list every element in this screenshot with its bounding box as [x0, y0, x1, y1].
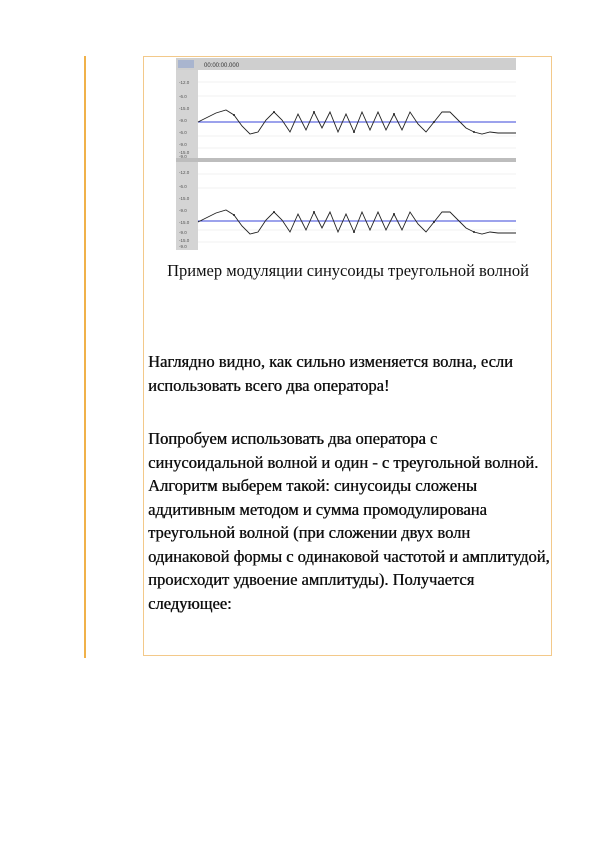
ch1-label: -15.0 — [179, 106, 190, 111]
paragraph: Наглядно видно, как сильно изменяется волна, если использовать всего два оператора! — [148, 352, 513, 395]
ch1-label: -9.0 — [179, 118, 187, 123]
ch2-label: -6.0 — [179, 184, 187, 189]
ch2-label: -9.0 — [179, 230, 187, 235]
toolbar-icon — [178, 60, 194, 68]
ch2-label: -9.0 — [179, 244, 187, 249]
margin-rule — [84, 56, 86, 658]
ch2-label: -15.0 — [179, 220, 190, 225]
ch1-label: -15.0 — [179, 150, 190, 155]
ch1-label: -6.0 — [179, 130, 187, 135]
waveform-figure — [176, 58, 516, 250]
ch1-label: -9.0 — [179, 142, 187, 147]
ch2-label: -9.0 — [179, 208, 187, 213]
paragraph: Попробуем использовать два оператора с синусоидальной волной и один - с треугольной волной. Алгоритм выберем такой: синусоиды сложены аддитивным методом и сумма промодулирована треугольной волной (при сложении двух волн одинаковой формы с одинаковой частотой и амплитудой, происходит удвоение амплитуды). Получается следующее: — [148, 429, 550, 613]
channel-2-area — [198, 162, 516, 250]
ch2-label: -12.0 — [179, 170, 190, 175]
ch1-label: -9.0 — [179, 154, 187, 159]
toolbar-time: 00:00:00.000 — [204, 63, 240, 69]
ch1-label: -12.0 — [179, 80, 190, 85]
channel-1-area — [198, 70, 516, 158]
ch1-label: -6.0 — [179, 94, 187, 99]
ch2-label: -15.0 — [179, 238, 190, 243]
ch2-label: -15.0 — [179, 196, 190, 201]
channel-divider — [176, 158, 516, 162]
figure-caption: Пример модуляции синусоиды треугольной волной — [167, 261, 529, 280]
